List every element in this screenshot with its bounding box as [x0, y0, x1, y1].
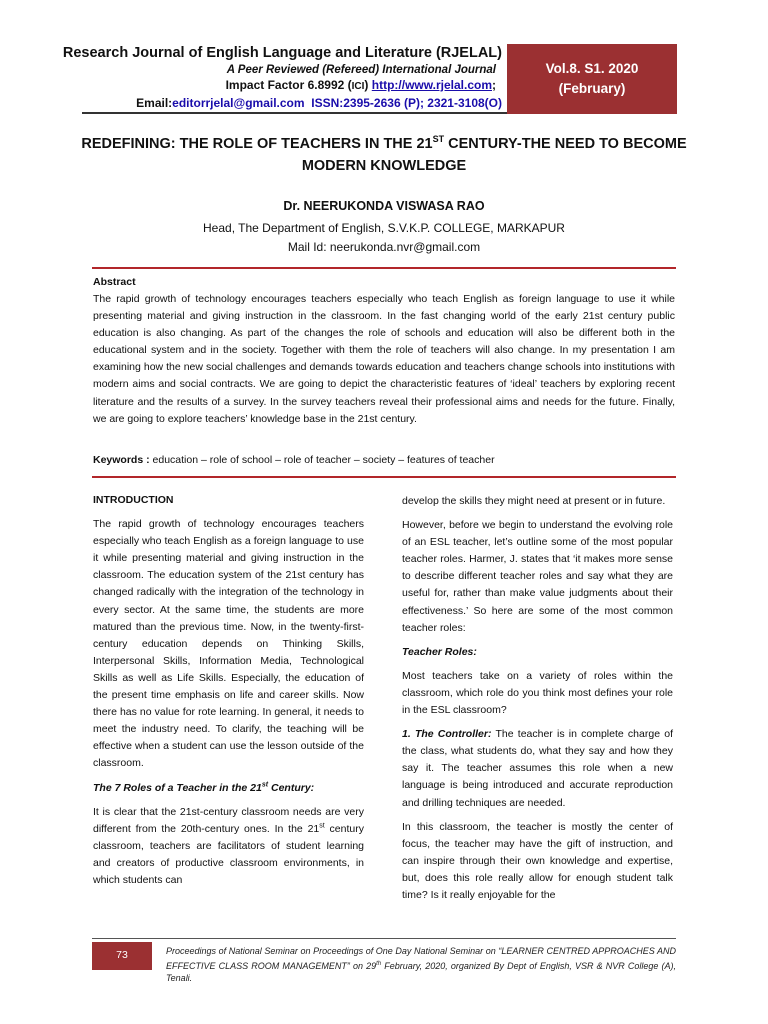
right-paragraph-2: However, before we begin to understand the evolving role of an ESL teacher, let’s outline some of the most popular teacher roles. Harmer, J. states that ‘it makes more sense to describe different teacher roles and say what they are useful for, rather than make value judgments about their effectiveness.’ So here are some of the most common teacher roles: [402, 519, 673, 634]
controller-paragraph [402, 726, 673, 811]
header-rule [82, 112, 507, 114]
left-column [93, 492, 364, 896]
impact-factor [0, 77, 506, 95]
volume: Vol.8. S1. 2020 [545, 61, 639, 76]
roles-heading-sup: st [261, 781, 269, 788]
footer-b: February, 2020, organized By Dept of English, VSR & NVR College (A), Tenali. [166, 960, 676, 983]
right-column [402, 493, 673, 911]
author-affiliation [0, 219, 768, 257]
email-label: Email: [136, 96, 173, 110]
right-paragraph-3: Most teachers take on a variety of roles within the classroom, which role do you think most defines your role in the ESL classroom? [402, 669, 673, 717]
roles-p-b: century classroom, teachers are facilitators of student learning and creators of productive classroom environments, in which students can [93, 822, 364, 886]
roles-p-a: It is clear that the 21st-century classroom needs are very different from the 20th-century ones. In the 21 [93, 805, 364, 835]
right-paragraph-1: develop the skills they might need at present or in future. [402, 495, 666, 507]
footer-text [166, 945, 676, 985]
keywords [93, 454, 675, 466]
roles-heading [93, 780, 364, 797]
abstract-top-rule [92, 267, 676, 269]
impact-prefix: Impact Factor 6.8992 ( [225, 78, 352, 92]
title-part2: CENTURY-THE NEED TO BECOME MODERN KNOWLEDGE [301, 135, 687, 174]
mail-id: Mail Id: neerukonda.nvr@gmail.com [287, 240, 481, 254]
roles-heading-a: The 7 Roles of a Teacher in the 21 [93, 781, 262, 794]
intro-paragraph: The rapid growth of technology encourages teachers especially who teach English as a foreign language to use it while presenting material and giving instruction in the classroom. The education system of the 21st century has changed radically with the integration of the technology in every sector. At the same time, the students are more matured than the previous time. Now, in the twenty-first-century education depends on Thinking Skills, Interpersonal Skills, Information Media, Technological Skills as well as Life Skills. Especially, the education of the present time emphasis on life and career skills. Now there has no value for rote learning. In general, it needs to meet the industry need. To clarify, the teaching will be effective when a student can use the lesson outside of the classroom. [93, 518, 364, 770]
impact-mid: ) [364, 78, 372, 92]
page-number: 73 [92, 942, 152, 970]
author-name: Dr. NEERUKONDA VISWASA RAO [283, 199, 485, 213]
roles-p-sup: st [319, 822, 325, 830]
keywords-label: Keywords : [93, 454, 150, 466]
affiliation: Head, The Department of English, S.V.K.P. COLLEGE, MARKAPUR [203, 221, 565, 235]
roles-heading-b: Century: [268, 781, 315, 794]
roles-paragraph [93, 804, 364, 889]
teacher-roles-heading: Teacher Roles: [402, 645, 477, 658]
abstract-bottom-rule [92, 476, 676, 478]
impact-ici: ICI [351, 81, 365, 92]
abstract-heading: Abstract [93, 276, 136, 288]
journal-title: Research Journal of English Language and Literature (RJELAL) [62, 45, 502, 61]
title-sup: ST [432, 134, 445, 144]
email-line [0, 95, 506, 111]
keywords-list: education – role of school – role of teacher – society – features of teacher [149, 454, 495, 466]
controller-text: The teacher is in complete charge of the class, what students do, what they say and how they say it. The teacher assumes this role when a new language is being introduced and accurate reproduction and drilling techniques are needed. [402, 728, 673, 809]
right-paragraph-5: In this classroom, the teacher is mostly the center of focus, the teacher may have the gift of instruction, and can inspire through their own knowledge and expertise, but, does this role really allow for enough student talk time? Is it really enjoyable for the [402, 820, 673, 901]
journal-url-link[interactable]: http://www.rjelal.com [371, 78, 492, 92]
intro-heading: INTRODUCTION [93, 494, 174, 506]
journal-subtitle: A Peer Reviewed (Refereed) International Journal [226, 64, 496, 76]
volume-box [507, 44, 677, 114]
issue-month: (February) [558, 81, 626, 96]
abstract-text: The rapid growth of technology encourages teachers especially who teach English as foreign language to use it while presenting material and giving instruction in the classroom. In the fast changing world of the early 21st century public education is also changing. As part of the changes the role of schools and education will also be different both in the educational system and in the society. Together with them the role of teachers will also change. In my presentation I am examining how the new social challenges and demands towards education and teachers change schools into institutions with modern aims and social contracts. We are going to depict the characteristic features of ‘ideal’ teachers by exploring recent literature and the results of a survey. In the survey teachers reveal their professional aims and needs for the future. Finally, we are going to explore teachers’ knowledge base in the 21st century. [93, 293, 675, 425]
controller-label: 1. The Controller: [402, 728, 492, 741]
impact-suffix: ; [492, 78, 496, 92]
paper-title [60, 128, 708, 177]
footer-a: Proceedings of National Seminar on Proceedings of One Day National Seminar on “LEARNER CENTRED APPROACHES AND EFFECTIVE CLASS ROOM MANAGEMENT” on 29 [166, 946, 676, 971]
issn: ISSN:2395-2636 (P); 2321-3108(O) [311, 96, 502, 110]
footer-sup: th [376, 960, 382, 967]
email-link[interactable]: editorrjelal@gmail.com [172, 96, 305, 110]
title-part1: REDEFINING: THE ROLE OF TEACHERS IN THE 21 [81, 135, 433, 152]
journal-header [0, 44, 506, 111]
footer-rule [92, 938, 676, 939]
